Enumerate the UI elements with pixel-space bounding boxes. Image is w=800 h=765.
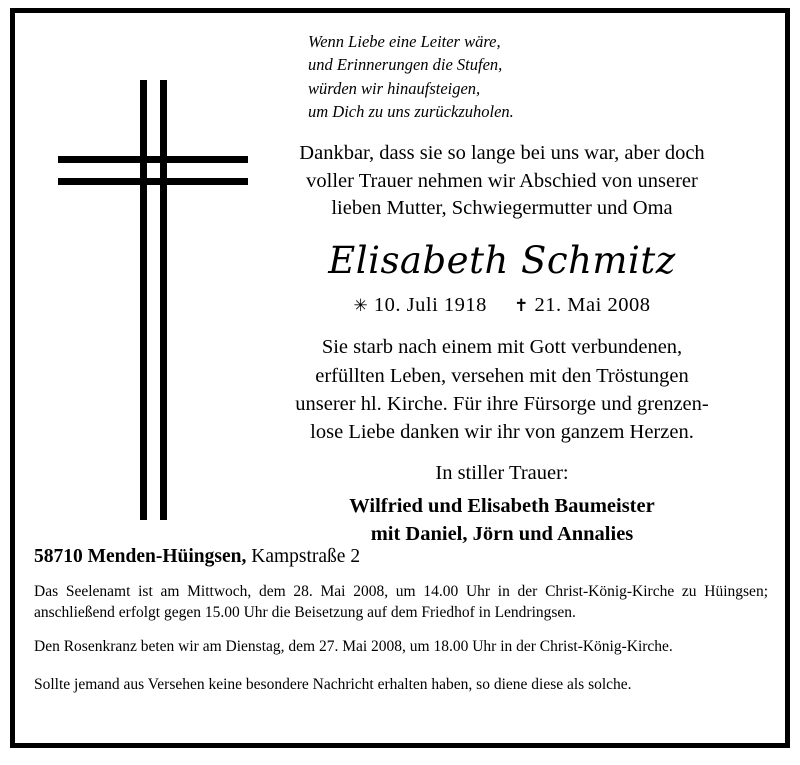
notice-content [18,16,782,740]
family-line: mit Daniel, Jörn und Annalies [370,523,634,546]
bottom-block [34,544,768,695]
address-city: 58710 Menden-Hüingsen, [34,546,247,567]
poem-line: würden wir hinaufsteigen, [308,78,481,98]
general-notice: Sollte jemand aus Versehen keine besondere Nachricht erhalten haben, so diene diese als solche. [34,675,632,693]
death-date: 21. Mai 2008 [534,294,651,317]
service-notice: Das Seelenamt ist am Mittwoch, dem 28. Mai 2008, um 14.00 Uhr in der Christ-König-Kirche zu Hüingsen; anschließend erfolgt gegen 15.00 Uhr die Beisetzung auf dem Friedhof in Lendringsen. [34,583,768,622]
eulogy-line: unserer hl. Kirche. Für ihre Fürsorge und grenzen- [295,392,709,415]
birth-star-icon: ✳ [353,296,369,316]
memorial-poem [248,30,756,124]
mourning-label: In stiller Trauer: [435,462,569,485]
death-cross-icon: ✝ [514,296,529,316]
main-text-column [248,30,756,549]
poem-line: um Dich zu uns zurückzuholen. [308,102,514,122]
intro-line: voller Trauer nehmen wir Abschied von unserer [306,169,698,192]
intro-line: Dankbar, dass sie so lange bei uns war, aber doch [299,141,705,164]
intro-text [248,140,756,224]
address [34,544,768,569]
eulogy-line: erfüllten Leben, versehen mit den Tröstungen [315,364,689,387]
deceased-name: Elisabeth Schmitz [328,239,676,283]
intro-line: lieben Mutter, Schwiegermutter und Oma [331,197,673,220]
family-line: Wilfried und Elisabeth Baumeister [349,495,655,518]
poem-line: Wenn Liebe eine Leiter wäre, [308,32,501,51]
eulogy-line: lose Liebe danken wir ihr von ganzem Herzen. [310,421,694,444]
cross-horizontal-upper-bar [58,156,248,163]
cross-vertical-left-bar [140,80,147,520]
birth-date: 10. Juli 1918 [373,294,487,317]
eulogy-text [248,333,756,446]
address-street: Kampstraße 2 [251,546,361,567]
life-dates [248,294,756,317]
family-names [248,493,756,549]
cross-horizontal-lower-bar [58,178,248,185]
cross-vertical-right-bar [160,80,167,520]
poem-line: und Erinnerungen die Stufen, [308,55,503,75]
rosary-notice: Den Rosenkranz beten wir am Dienstag, dem 27. Mai 2008, um 18.00 Uhr in der Christ-König-Kirche. [34,637,673,655]
christian-cross-icon [40,66,240,526]
eulogy-line: Sie starb nach einem mit Gott verbundenen, [321,336,683,359]
